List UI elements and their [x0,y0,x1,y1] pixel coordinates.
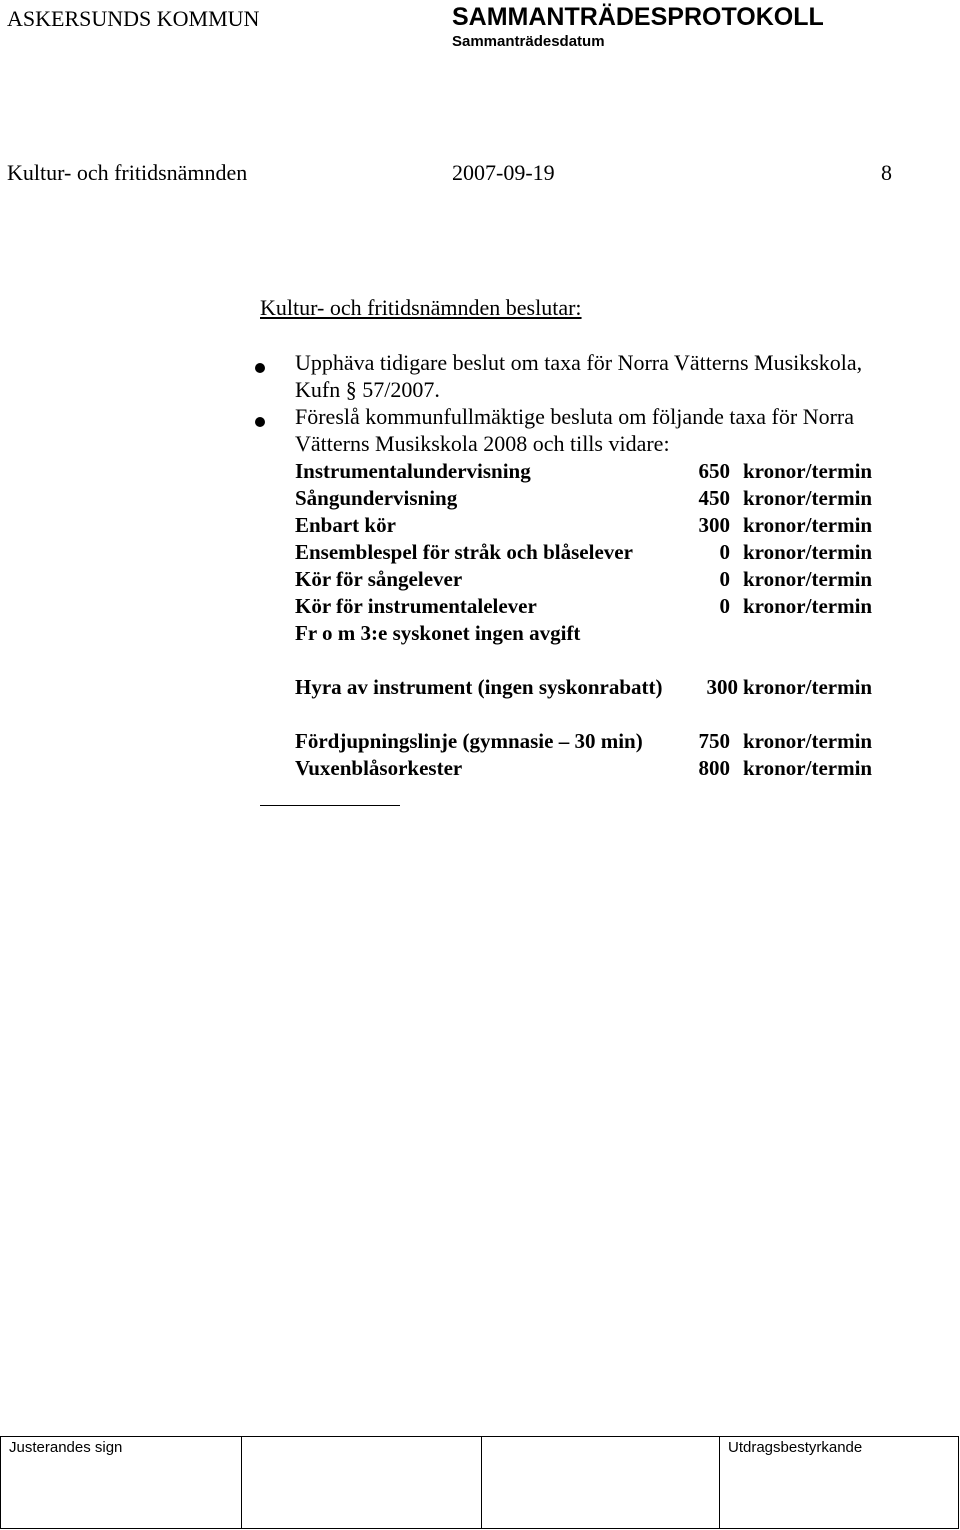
fee-unit: kronor/termin [743,513,873,537]
sibling-note [295,621,890,647]
fee-amount: 450 [698,486,730,510]
fee-label: Enbart kör [295,513,396,537]
fee-unit: kronor/termin [743,540,873,564]
fee-row [295,756,890,782]
fee-amount: 300 [698,513,730,537]
fee-unit: kronor/termin [743,756,873,780]
fee-unit: kronor/termin [743,594,873,618]
bullet-1-line-2: Kufn § 57/2007. [295,377,440,402]
fee-row [295,567,890,593]
certification-cell [720,1437,958,1528]
fee-amount: 300 [706,675,738,699]
fee-label: Kör för sångelever [295,567,463,591]
fee-row [295,486,890,512]
fee-row [295,540,890,566]
fee-label: Hyra av instrument (ingen syskonrabatt) [295,675,663,699]
sibling-note-text: Fr o m 3:e syskonet ingen avgift [295,621,581,645]
fee-amount: 0 [719,594,730,618]
adjuster-sign-cell [1,1437,242,1528]
certification-label: Utdragsbestyrkande [728,1439,863,1456]
fee-unit: kronor/termin [743,729,873,753]
fee-unit: kronor/termin [743,459,873,483]
fee-unit: kronor/termin [743,567,873,591]
page-number: 8 [881,160,892,185]
fee-amount: 0 [719,567,730,591]
bullet-1-line-1: Upphäva tidigare beslut om taxa för Norra Vätterns Musikskola, [295,350,863,375]
committee-name: Kultur- och fritidsnämnden [7,160,248,185]
fee-label: Vuxenblåsorkester [295,756,463,780]
fee-unit: kronor/termin [743,486,873,510]
fee-row [295,594,890,620]
fee-label: Fördjupningslinje (gymnasie – 30 min) [295,729,643,753]
fee-row [295,513,890,539]
fee-amount: 0 [719,540,730,564]
fee-row [295,729,890,755]
adjuster-sign-cell [242,1437,482,1528]
document-title: SAMMANTRÄDESPROTOKOLL [452,3,824,31]
bullet-2-line-2: Vätterns Musikskola 2008 och tills vidare: [295,431,670,456]
bullet-2-line-1: Föreslå kommunfullmäktige besluta om följande taxa för Norra [295,404,855,429]
adjuster-sign-cell [482,1437,720,1528]
bullet-icon [255,363,265,373]
fee-label: Sångundervisning [295,486,458,510]
decision-heading: Kultur- och fritidsnämnden beslutar: [260,295,582,320]
meeting-date: 2007-09-19 [452,160,555,185]
fee-label: Instrumentalundervisning [295,459,531,483]
fee-label: Kör för instrumentalelever [295,594,537,618]
fee-row [295,459,890,485]
organization-name: ASKERSUNDS KOMMUN [7,6,260,31]
fee-amount: 800 [698,756,730,780]
adjuster-sign-label: Justerandes sign [9,1439,123,1456]
fee-amount: 750 [698,729,730,753]
document-subtitle: Sammanträdesdatum [452,33,605,50]
fee-unit: kronor/termin [743,675,873,699]
signature-table [0,1436,959,1529]
rental-row [295,675,890,701]
footnote-divider [260,805,400,806]
fee-label: Ensemblespel för stråk och blåselever [295,540,633,564]
bullet-icon [255,417,265,427]
fee-amount: 650 [698,459,730,483]
